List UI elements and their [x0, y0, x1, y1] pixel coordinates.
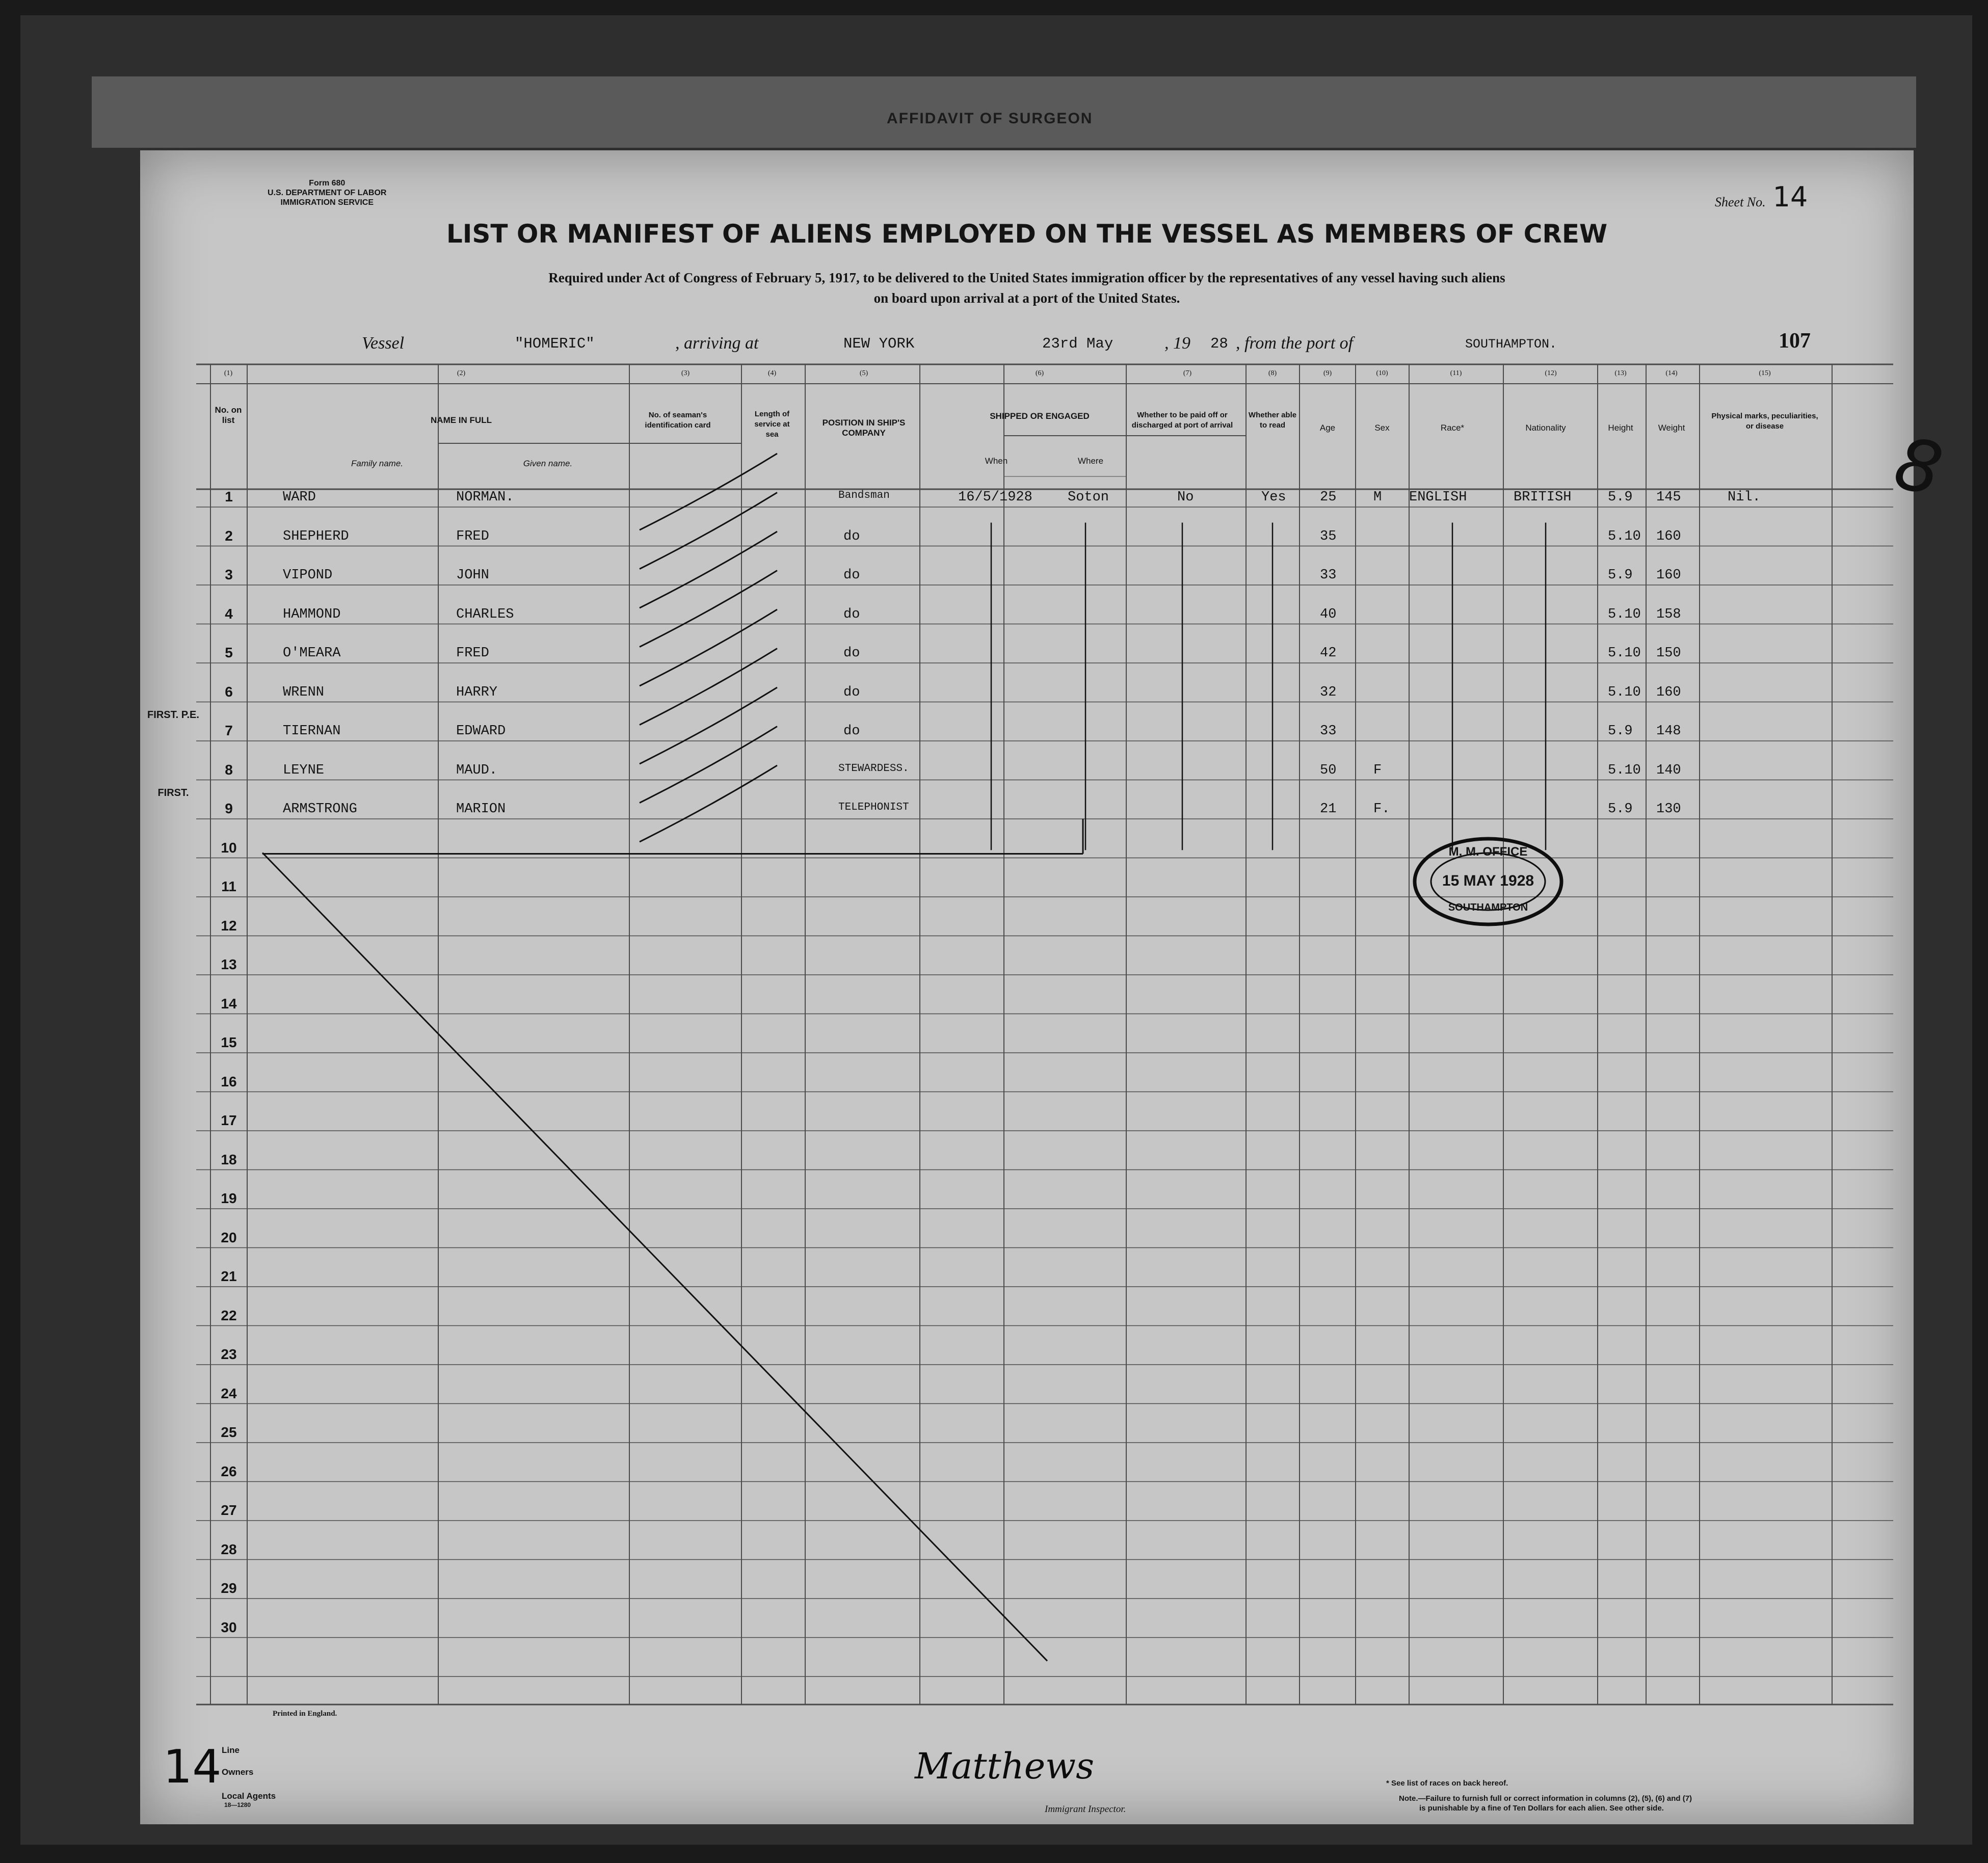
column-number: (14) [1665, 369, 1678, 377]
weight-cell: 160 [1656, 684, 1681, 700]
family-name-cell: LEYNE [283, 762, 325, 778]
col-no-on-list: No. on list [215, 405, 242, 425]
height-cell: 5.10 [1608, 528, 1641, 544]
arrival-date: 23rd May [1042, 335, 1114, 352]
col-paid-off: Whether to be paid off or discharged at port of arrival [1131, 411, 1233, 430]
given-name-cell: CHARLES [456, 606, 514, 622]
row-number: 7 [225, 723, 233, 738]
col-name-in-full: NAME IN FULL [431, 415, 492, 425]
position-cell: do [843, 568, 860, 583]
weight-cell: 140 [1656, 762, 1681, 778]
table-row [140, 527, 1914, 585]
column-number: (1) [224, 369, 233, 377]
marginal-mark: 8 [1888, 421, 1950, 513]
given-name-cell: FRED [456, 646, 489, 661]
races-note: * See list of races on back hereof. [1386, 1779, 1508, 1788]
family-name-cell: O'MEARA [283, 646, 341, 661]
row-number: 10 [221, 839, 237, 856]
owners-label: Owners [222, 1767, 254, 1777]
able-to-read-cell: Yes [1261, 490, 1286, 505]
stamp-top: M. M. OFFICE [1448, 845, 1528, 859]
col-sex: Sex [1374, 423, 1390, 433]
department-name: U.S. DEPARTMENT OF LABOR [268, 189, 387, 197]
family-name-cell: WARD [283, 490, 316, 505]
line-label: Line [222, 1745, 240, 1755]
position-cell: STEWARDESS. [838, 762, 909, 775]
subtitle-line-1: Required under Act of Congress of February 5, 1917, to be delivered to the United States immigration officer by the representatives of any vessel having such aliens [548, 270, 1505, 285]
penalty-note-line-1: Note.—Failure to furnish full or correct information in columns (2), (5), (6) and (7) [1399, 1794, 1692, 1803]
top-strip [92, 76, 1916, 148]
margin-note: FIRST. P.E. [147, 709, 199, 721]
col-race: Race* [1440, 423, 1465, 433]
position-cell: do [843, 684, 860, 700]
age-cell: 25 [1320, 490, 1337, 505]
column-number: (4) [767, 369, 777, 377]
col-weight: Weight [1658, 423, 1685, 433]
from-label: , from the port of [1236, 334, 1354, 353]
given-name-cell: FRED [456, 528, 489, 544]
position-cell: do [843, 724, 860, 739]
inspector-signature: Matthews [915, 1745, 1095, 1787]
column-number: (15) [1759, 369, 1771, 377]
port-of-departure: SOUTHAMPTON. [1465, 337, 1557, 352]
table-row [140, 645, 1914, 702]
row-number: 9 [225, 801, 233, 816]
when-cell: 16/5/1928 [958, 490, 1032, 505]
height-cell: 5.10 [1608, 606, 1641, 622]
row-number: 18 [221, 1151, 237, 1167]
height-cell: 5.9 [1608, 490, 1633, 505]
height-cell: 5.10 [1608, 684, 1641, 700]
col-when: When [985, 456, 1008, 466]
position-cell: do [843, 528, 860, 544]
row-number: 14 [221, 995, 237, 1012]
service-name: IMMIGRATION SERVICE [280, 198, 374, 207]
weight-cell: 145 [1656, 490, 1681, 505]
age-cell: 32 [1320, 684, 1337, 700]
subtitle-line-2: on board upon arrival at a port of the United States. [873, 290, 1180, 306]
table-row [140, 761, 1914, 819]
column-number: (2) [457, 369, 466, 377]
row-number: 21 [221, 1268, 237, 1284]
marks-cell: Nil. [1728, 490, 1761, 505]
age-cell: 33 [1320, 568, 1337, 583]
given-name-cell: EDWARD [456, 724, 506, 739]
sex-cell: F. [1373, 802, 1390, 817]
row-number: 16 [221, 1073, 237, 1089]
table-row [140, 567, 1914, 624]
table-row [140, 709, 1914, 780]
family-name-cell: SHEPHERD [283, 528, 349, 544]
manifest-grid [140, 150, 1914, 1824]
column-number: (11) [1450, 369, 1462, 377]
col-able-read: Whether able to read [1248, 411, 1297, 430]
agents-label: Local Agents [222, 1791, 276, 1801]
col-age: Age [1319, 423, 1336, 433]
stamp-bottom: SOUTHAMPTON [1448, 902, 1528, 913]
year-prefix: , 19 [1164, 334, 1190, 353]
row-number: 12 [221, 917, 237, 934]
table-row [140, 605, 1914, 663]
row-number: 13 [221, 956, 237, 972]
position-cell: do [843, 606, 860, 622]
position-cell: do [843, 646, 860, 661]
given-name-cell: HARRY [456, 684, 498, 700]
where-cell: Soton [1068, 490, 1109, 505]
printed-note: Printed in England. [273, 1710, 337, 1718]
age-cell: 42 [1320, 646, 1337, 661]
col-family-name: Family name. [351, 459, 404, 468]
race-cell: ENGLISH [1409, 490, 1467, 505]
column-number: (7) [1183, 369, 1192, 377]
penalty-note-line-2: is punishable by a fine of Ten Dollars for each alien. See other side. [1419, 1804, 1664, 1813]
age-cell: 40 [1320, 606, 1337, 622]
page-number: 107 [1779, 329, 1811, 353]
row-number: 23 [221, 1346, 237, 1362]
margin-handwritten-number: 14 [163, 1740, 222, 1794]
given-name-cell: JOHN [456, 568, 489, 583]
row-number: 30 [221, 1619, 237, 1635]
row-number: 6 [225, 683, 233, 700]
penalty-note [1399, 1794, 1692, 1813]
row-number: 20 [221, 1229, 237, 1245]
stamp-date: 15 MAY 1928 [1442, 872, 1534, 889]
agents-code: 18—1280 [224, 1801, 251, 1808]
strip-label: AFFIDAVIT OF SURGEON [887, 110, 1093, 127]
given-name-cell: MAUD. [456, 762, 498, 778]
vessel-name: "HOMERIC" [515, 335, 595, 352]
weight-cell: 130 [1656, 802, 1681, 817]
row-number: 8 [225, 761, 233, 778]
column-number: (12) [1545, 369, 1557, 377]
row-number: 5 [225, 645, 233, 660]
height-cell: 5.10 [1608, 646, 1641, 661]
height-cell: 5.9 [1608, 568, 1633, 583]
sheet-label: Sheet No. [1715, 195, 1766, 209]
row-number: 19 [221, 1190, 237, 1206]
age-cell: 21 [1320, 802, 1337, 817]
height-cell: 5.9 [1608, 802, 1633, 817]
row-number: 1 [225, 489, 233, 504]
row-number: 2 [225, 527, 233, 544]
nationality-cell: BRITISH [1514, 490, 1572, 505]
col-where: Where [1077, 456, 1104, 466]
inspector-label: Immigrant Inspector. [1045, 1804, 1126, 1815]
column-number: (5) [859, 369, 868, 377]
position-cell: TELEPHONIST [838, 802, 909, 813]
col-given-name: Given name. [523, 459, 573, 468]
col-length-service: Length of service at sea [754, 410, 790, 439]
column-number: (8) [1268, 369, 1277, 377]
weight-cell: 160 [1656, 528, 1681, 544]
col-shipped: SHIPPED OR ENGAGED [990, 411, 1090, 421]
form-number: Form 680 [309, 179, 346, 188]
family-name-cell: VIPOND [283, 568, 333, 583]
col-id-card: No. of seaman's identification card [645, 411, 711, 430]
weight-cell: 150 [1656, 646, 1681, 661]
col-marks: Physical marks, peculiarities, or disease [1711, 412, 1818, 431]
col-height: Height [1608, 423, 1633, 433]
arriving-label: , arriving at [675, 334, 759, 353]
given-name-cell: NORMAN. [456, 490, 514, 505]
manifest-sheet [140, 150, 1950, 1824]
row-number: 15 [221, 1034, 237, 1050]
row-number: 25 [221, 1424, 237, 1440]
table-row [140, 787, 1914, 858]
port-of-arrival: NEW YORK [843, 335, 915, 352]
table-row [140, 489, 1914, 546]
column-number: (6) [1035, 369, 1044, 377]
sex-cell: M [1373, 490, 1382, 505]
row-number: 3 [225, 567, 233, 582]
row-number: 27 [221, 1502, 237, 1518]
row-number: 29 [221, 1580, 237, 1596]
row-number: 4 [225, 605, 233, 622]
row-number: 28 [221, 1541, 237, 1557]
weight-cell: 148 [1656, 724, 1681, 739]
col-position: POSITION IN SHIP'S COMPANY [822, 418, 906, 438]
column-number: (9) [1323, 369, 1332, 377]
sheet-number: 14 [1772, 181, 1808, 213]
family-name-cell: ARMSTRONG [283, 802, 357, 817]
row-number: 26 [221, 1463, 237, 1479]
given-name-cell: MARION [456, 802, 506, 817]
family-name-cell: TIERNAN [283, 724, 341, 739]
column-number: (3) [681, 369, 690, 377]
age-cell: 50 [1320, 762, 1337, 778]
page-title: LIST OR MANIFEST OF ALIENS EMPLOYED ON THE VESSEL AS MEMBERS OF CREW [446, 219, 1608, 249]
row-number: 11 [221, 879, 236, 894]
row-number: 22 [221, 1307, 237, 1323]
age-cell: 35 [1320, 528, 1337, 544]
age-cell: 33 [1320, 724, 1337, 739]
column-number: (13) [1614, 369, 1627, 377]
table-row [140, 683, 1914, 741]
vessel-label: Vessel [362, 334, 405, 353]
col-nationality: Nationality [1525, 423, 1566, 433]
sex-cell: F [1373, 762, 1382, 778]
arrival-year: 28 [1210, 335, 1228, 352]
office-stamp [1412, 836, 1565, 927]
position-cell: Bandsman [838, 490, 890, 501]
weight-cell: 158 [1656, 606, 1681, 622]
margin-note: FIRST. [157, 787, 189, 799]
height-cell: 5.9 [1608, 724, 1633, 739]
family-name-cell: WRENN [283, 684, 325, 700]
row-number: 24 [221, 1385, 237, 1401]
family-name-cell: HAMMOND [283, 606, 341, 622]
row-number: 17 [221, 1112, 237, 1128]
height-cell: 5.10 [1608, 762, 1641, 778]
column-number: (10) [1376, 369, 1388, 377]
paid-off-cell: No [1177, 490, 1194, 505]
weight-cell: 160 [1656, 568, 1681, 583]
